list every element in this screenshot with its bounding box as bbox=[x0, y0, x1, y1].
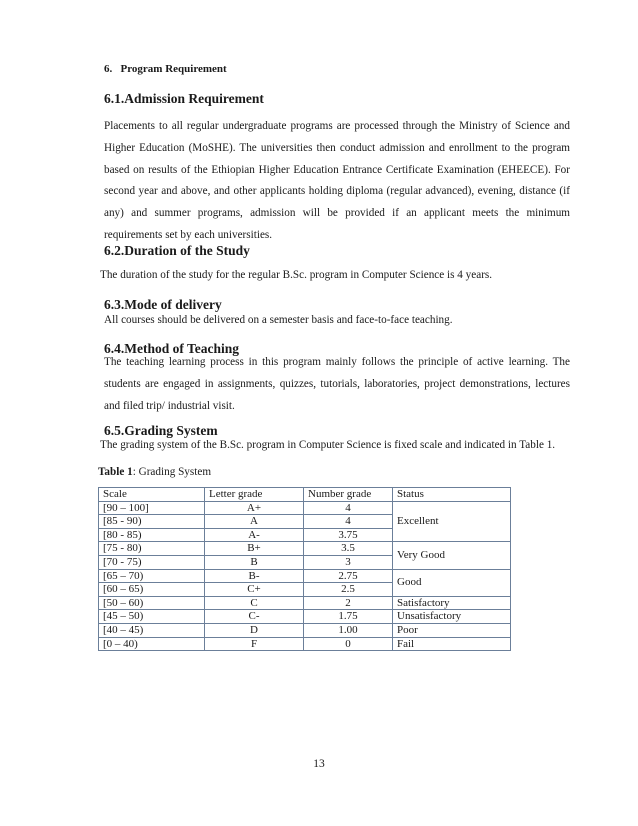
cell-letter: C- bbox=[205, 610, 304, 624]
section-body-duration: The duration of the study for the regular B.Sc. program in Computer Science is 4 years. bbox=[100, 269, 493, 281]
section-title-admission: 6.1.Admission Requirement bbox=[104, 91, 264, 106]
cell-letter: D bbox=[205, 623, 304, 637]
cell-scale: [90 – 100] bbox=[99, 501, 205, 515]
table-row bbox=[99, 542, 511, 556]
section-body-teaching: The teaching learning process in this program mainly follows the principle of active learning. The students are engaged in assignments, quizzes, tutorials, laboratories, project demonstrations, lectures and filed trip/ industrial visit. bbox=[104, 356, 570, 412]
cell-status: Good bbox=[393, 569, 511, 596]
cell-letter: A- bbox=[205, 528, 304, 542]
cell-letter: B+ bbox=[205, 542, 304, 556]
cell-scale: [45 – 50) bbox=[99, 610, 205, 624]
cell-scale: [50 – 60) bbox=[99, 596, 205, 610]
main-heading bbox=[104, 63, 227, 75]
table-caption-label: Table 1 bbox=[98, 466, 133, 478]
cell-number: 2.5 bbox=[304, 583, 393, 597]
cell-status: Fail bbox=[393, 637, 511, 651]
cell-scale: [85 - 90) bbox=[99, 515, 205, 529]
cell-letter: A+ bbox=[205, 501, 304, 515]
section-title-teaching: 6.4.Method of Teaching bbox=[104, 341, 240, 356]
cell-status: Very Good bbox=[393, 542, 511, 569]
cell-number: 3.75 bbox=[304, 528, 393, 542]
cell-number: 2.75 bbox=[304, 569, 393, 583]
cell-scale: [0 – 40) bbox=[99, 637, 205, 651]
main-heading-title: Program Requirement bbox=[120, 63, 227, 75]
main-heading-number: 6. bbox=[104, 63, 113, 75]
cell-letter: F bbox=[205, 637, 304, 651]
section-body-admission: Placements to all regular undergraduate programs are processed through the Ministry of Science and Higher Education (MoSHE). The universities then conduct admission and enrollment to the program based on results of the Ethiopian Higher Education Entrance Certificate Examination (EHEECE). For second year and above, and other applicants holding diploma (regular advanced), evening, distance (if any) and summer programs, admission will be provided if an applicant meets the minimum requirements set by each universities. bbox=[104, 120, 570, 241]
grading-table bbox=[98, 487, 511, 651]
header-scale: Scale bbox=[99, 488, 205, 502]
cell-scale: [65 – 70) bbox=[99, 569, 205, 583]
table-row bbox=[99, 569, 511, 583]
cell-status: Poor bbox=[393, 623, 511, 637]
cell-letter: B- bbox=[205, 569, 304, 583]
table-caption-text: : Grading System bbox=[132, 466, 212, 478]
table-row bbox=[99, 623, 511, 637]
header-letter-grade: Letter grade bbox=[205, 488, 304, 502]
cell-letter: C+ bbox=[205, 583, 304, 597]
cell-number: 2 bbox=[304, 596, 393, 610]
table-header-row bbox=[99, 488, 511, 502]
cell-letter: B bbox=[205, 555, 304, 569]
cell-scale: [60 – 65) bbox=[99, 583, 205, 597]
section-title-duration: 6.2.Duration of the Study bbox=[104, 243, 250, 258]
cell-number: 3 bbox=[304, 555, 393, 569]
section-title-delivery: 6.3.Mode of delivery bbox=[104, 297, 222, 312]
cell-number: 4 bbox=[304, 501, 393, 515]
section-body-delivery: All courses should be delivered on a semester basis and face-to-face teaching. bbox=[104, 314, 453, 326]
table-row bbox=[99, 596, 511, 610]
table-caption bbox=[98, 466, 211, 478]
cell-number: 1.75 bbox=[304, 610, 393, 624]
section-body-grading: The grading system of the B.Sc. program in Computer Science is fixed scale and indicated in Table 1. bbox=[100, 439, 556, 451]
section-title-grading: 6.5.Grading System bbox=[104, 423, 218, 438]
page-number: 13 bbox=[313, 758, 325, 770]
table-row bbox=[99, 610, 511, 624]
cell-scale: [75 - 80) bbox=[99, 542, 205, 556]
cell-status: Excellent bbox=[393, 501, 511, 542]
cell-status: Satisfactory bbox=[393, 596, 511, 610]
cell-scale: [40 – 45) bbox=[99, 623, 205, 637]
cell-number: 1.00 bbox=[304, 623, 393, 637]
cell-scale: [80 - 85) bbox=[99, 528, 205, 542]
cell-scale: [70 - 75) bbox=[99, 555, 205, 569]
cell-number: 3.5 bbox=[304, 542, 393, 556]
cell-letter: C bbox=[205, 596, 304, 610]
header-status: Status bbox=[393, 488, 511, 502]
header-number-grade: Number grade bbox=[304, 488, 393, 502]
cell-number: 0 bbox=[304, 637, 393, 651]
cell-number: 4 bbox=[304, 515, 393, 529]
table-row bbox=[99, 637, 511, 651]
cell-status: Unsatisfactory bbox=[393, 610, 511, 624]
cell-letter: A bbox=[205, 515, 304, 529]
table-row bbox=[99, 501, 511, 515]
